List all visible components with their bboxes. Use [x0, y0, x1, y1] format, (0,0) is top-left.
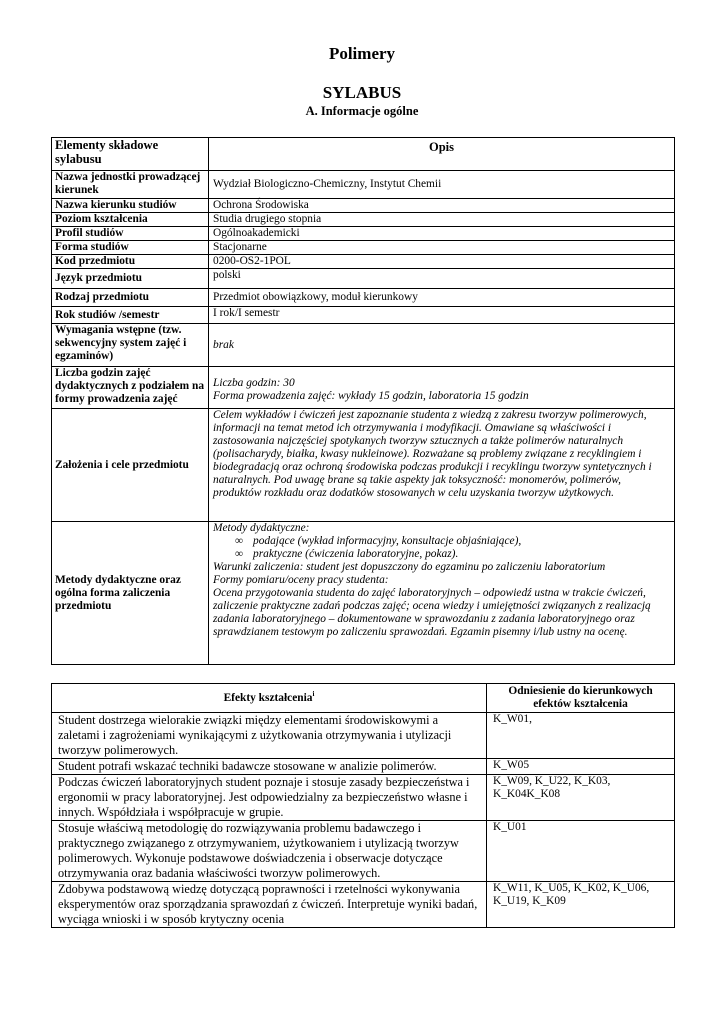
- row-value: I rok/I semestr: [209, 307, 675, 324]
- table-header-row: [52, 138, 675, 171]
- infinity-bullet-icon: ∞: [235, 548, 244, 560]
- row-label: Profil studiów: [52, 227, 209, 241]
- effect-cell: Zdobywa podstawową wiedzę dotyczącą poprawności i rzetelności wykonywania eksperymentów oraz sporządzania sprawozdań z ćwiczeń. Interpretuje wyniki badań, wyciąga wnioski i w sposób krytyczny ocenia: [52, 882, 487, 928]
- row-value: Przedmiot obowiązkowy, moduł kierunkowy: [209, 289, 675, 307]
- learning-outcomes-table: [51, 683, 675, 928]
- row-value: Wydział Biologiczno-Chemiczny, Instytut Chemii: [209, 171, 675, 199]
- table-row: [52, 821, 675, 882]
- bullet-text: praktyczne (ćwiczenia laboratoryjne, pokaz).: [253, 548, 459, 560]
- row-label: Kod przedmiotu: [52, 255, 209, 269]
- row-label: Metody dydaktyczne oraz ogólna forma zaliczenia przedmiotu: [52, 522, 209, 665]
- table-row: [52, 171, 675, 199]
- effect-cell: Podczas ćwiczeń laboratoryjnych student poznaje i stosuje zasady bezpieczeństwa i ergonomii w pracy laboratoryjnej. Jest odpowiedzialny za bezpieczeństwo własne i innych. Współdziała i współpracuje w grupie.: [52, 775, 487, 821]
- row-label: Forma studiów: [52, 241, 209, 255]
- table-row: [52, 522, 675, 665]
- table-row: [52, 199, 675, 213]
- reference-cell: K_W05: [487, 759, 675, 775]
- reference-cell: K_W11, K_U05, K_K02, K_U06, K_U19, K_K09: [487, 882, 675, 928]
- effect-cell: Student potrafi wskazać techniki badawcze stosowane w analizie polimerów.: [52, 759, 487, 775]
- table-row: [52, 759, 675, 775]
- methods-title: Metody dydaktyczne:: [213, 522, 310, 534]
- reference-cell: K_W01,: [487, 713, 675, 759]
- table-row: [52, 213, 675, 227]
- header-description-label: Opis: [209, 138, 675, 171]
- list-item: [213, 535, 670, 548]
- row-value: Studia drugiego stopnia: [209, 213, 675, 227]
- row-label: Poziom kształcenia: [52, 213, 209, 227]
- row-label: Liczba godzin zajęć dydaktycznych z podziałem na formy prowadzenia zajęć: [52, 367, 209, 409]
- table-row: [52, 307, 675, 324]
- general-info-table: [51, 137, 675, 665]
- hours-breakdown: Forma prowadzenia zajęć: wykłady 15 godzin, laboratoria 15 godzin: [213, 389, 529, 402]
- row-label: Założenia i cele przedmiotu: [52, 409, 209, 522]
- table-row: [52, 324, 675, 367]
- table-row: [52, 713, 675, 759]
- section-heading: A. Informacje ogólne: [305, 104, 419, 118]
- row-label: Nazwa jednostki prowadzącej kierunek: [52, 171, 209, 199]
- bullet-text: podające (wykład informacyjny, konsultacje objaśniające),: [253, 535, 522, 547]
- assessment-text: Ocena przygotowania studenta do zajęć laboratoryjnych – odpowiedź ustna w trakcie ćwiczeń, zaliczenie praktyczne zadań podczas zajęć; ocena wiedzy i umiejętności związanych z realizacją zadania laboratoryjnego – dokumentowane w sprawozdaniu z zadania laboratoryjnego oraz sprawdzianem testowym po zaliczeniu sprawozdań. Egzamin pisemny i/lub ustny na ocenę.: [213, 587, 651, 638]
- table-row: [52, 241, 675, 255]
- header-effects: [52, 684, 487, 713]
- assessment-title: Formy pomiaru/oceny pracy studenta:: [213, 574, 389, 586]
- row-value: Ochrona Środowiska: [209, 199, 675, 213]
- table-row: [52, 882, 675, 928]
- effect-cell: Stosuje właściwą metodologię do rozwiązywania problemu badawczego i praktycznego związanego z otrzymywaniem, użytkowaniem i utylizacją tworzyw polimerowych. Wykonuje podstawowe doświadczenia i obserwacje dotyczące otrzymywania oraz badania właściwości tworzyw polimerowych.: [52, 821, 487, 882]
- table-row: [52, 269, 675, 289]
- header-reference: Odniesienie do kierunkowych efektów kształcenia: [487, 684, 675, 713]
- row-value: Celem wykładów i ćwiczeń jest zapoznanie studenta z wiedzą z zakresu tworzyw polimerowych, informacji na temat metod ich otrzymywania i modyfikacji. Omawiane są właściwości i zastosowania najczęściej spotykanych tworzyw sztucznych a także polimerów naturalnych (polisacharydy, białka, kwasy nukleinowe). Rozważane są problemy związane z recyklingiem i biodegradacją oraz ochroną środowiska podczas produkcji i recyklingu tworzyw syntetycznych i naturalnych. Pod uwagę brane są takie aspekty jak toksyczność: monomerów, polimerów, produktów rozkładu oraz dodatków stosowanych w celu uzyskania tworzyw użytkowych.: [209, 409, 675, 522]
- table-header-row: [52, 684, 675, 713]
- row-value: [209, 367, 675, 409]
- header-effects-text: Efekty kształcenia: [223, 691, 313, 704]
- effect-cell: Student dostrzega wielorakie związki między elementami środowiskowymi a zaletami i zagrożeniami wynikającymi z użytkowania otrzymywania i utylizacji tworzyw polimerowych.: [52, 713, 487, 759]
- document-subtitle: SYLABUS: [322, 83, 402, 102]
- reference-cell: K_W09, K_U22, K_K03, K_K04K_K08: [487, 775, 675, 821]
- list-item: [213, 548, 670, 561]
- header-elements-label: Elementy składowe sylabusu: [52, 138, 209, 171]
- row-label: Rok studiów /semestr: [52, 307, 209, 324]
- infinity-bullet-icon: ∞: [235, 535, 244, 547]
- row-value: brak: [209, 324, 675, 367]
- row-label: Wymagania wstępne (tzw. sekwencyjny system zajęć i egzaminów): [52, 324, 209, 367]
- footnote-marker: i: [312, 689, 315, 698]
- row-label: Język przedmiotu: [52, 269, 209, 289]
- table-row: [52, 409, 675, 522]
- row-value: [209, 522, 675, 665]
- table-row: [52, 289, 675, 307]
- hours-total: Liczba godzin: 30: [213, 376, 295, 389]
- table-row: [52, 775, 675, 821]
- reference-cell: K_U01: [487, 821, 675, 882]
- row-value: Stacjonarne: [209, 241, 675, 255]
- table-row: [52, 255, 675, 269]
- row-label: Nazwa kierunku studiów: [52, 199, 209, 213]
- conditions-text: Warunki zaliczenia: student jest dopuszczony do egzaminu po zaliczeniu laboratorium: [213, 561, 606, 573]
- row-label: Rodzaj przedmiotu: [52, 289, 209, 307]
- table-row: [52, 367, 675, 409]
- document-title: Polimery: [328, 44, 396, 63]
- row-value: polski: [209, 269, 675, 289]
- row-value: 0200-OS2-1POL: [209, 255, 675, 269]
- row-value: Ogólnoakademicki: [209, 227, 675, 241]
- table-row: [52, 227, 675, 241]
